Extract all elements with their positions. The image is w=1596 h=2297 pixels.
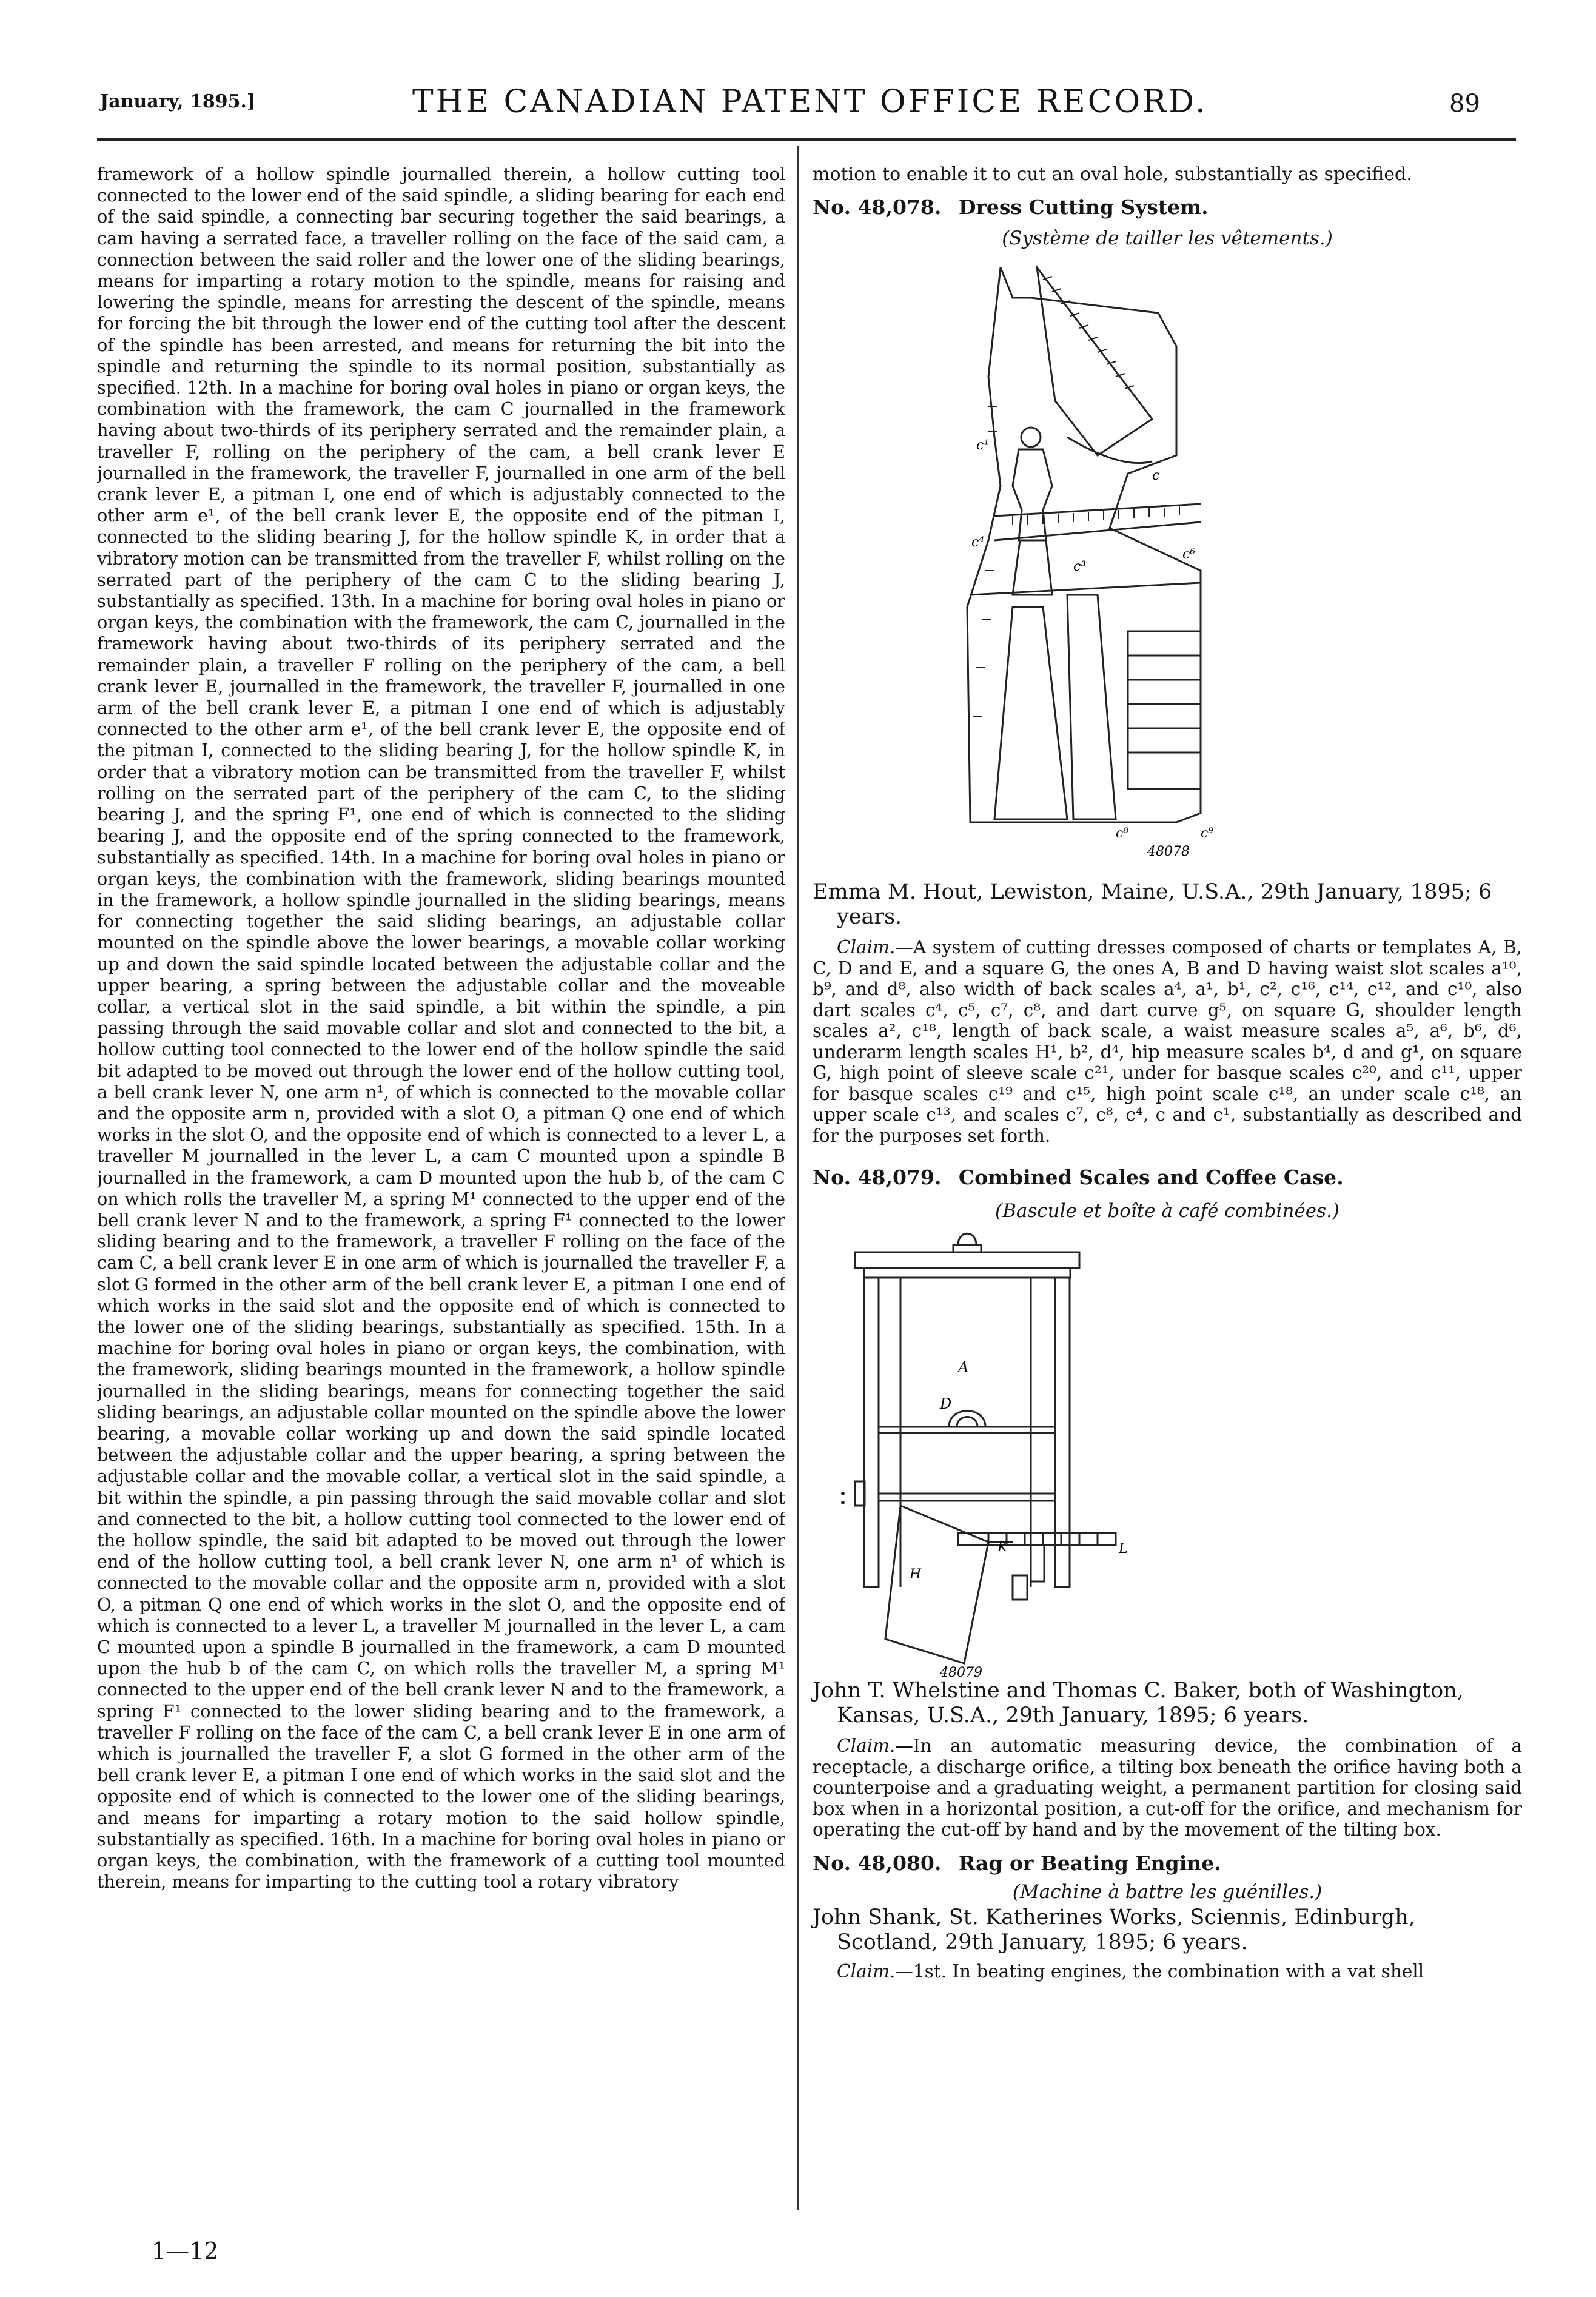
dress-pattern-drawing: [813, 255, 1522, 880]
patent-subtitle: (Système de tailler les vêtements.): [1002, 227, 1333, 249]
dress-label-c9: c⁹: [1201, 826, 1214, 841]
page-number: 89: [1449, 90, 1480, 118]
dress-label-c8: c⁸: [1116, 826, 1129, 841]
right-column: [813, 164, 1522, 1982]
claim-label: Claim.: [837, 937, 896, 957]
figure-number: 48078: [1147, 844, 1190, 859]
claim-body: —A system of cutting dresses composed of charts or templates A, B, C, D and E, and a square G, the ones A, B and D having waist slot scales a¹⁰, b⁹, and d⁸, also width of back scales a⁴, a¹, b¹, c², c¹⁶, c¹⁴, c¹², and c¹⁰, also dart scales c⁴, c⁵, c⁷, c⁸, and dart curve g⁵, on square G, shoulder length scales a², c¹⁸, length of back scale, a waist measure scales a⁵, a⁶, b⁶, d⁶, underarm length scales H¹, b², d⁴, hip measure scales b⁴, d and g¹, on square G, high point of sleeve scale c²¹, under for basque scales c²⁰, and c¹¹, upper for basque scales c¹⁹ and c¹⁵, high point scale c¹⁸, an under scale c¹⁸, an upper scale c¹³, and scales c⁷, c⁸, c⁴, c and c¹, substantially as described and for the purposes set forth.: [813, 937, 1522, 1146]
patent-entry-48078: [813, 195, 1522, 1146]
header-rule: [97, 138, 1516, 141]
dress-label-c1: c¹: [976, 438, 990, 453]
scales-label-l: L: [1119, 1541, 1128, 1557]
scales-case-drawing: [813, 1227, 1522, 1678]
dress-label-c4: c⁴: [971, 535, 985, 550]
claim-text: [813, 1735, 1522, 1840]
publication-title: THE CANADIAN PATENT OFFICE RECORD.: [412, 84, 1208, 120]
figure-number: 48079: [940, 1665, 982, 1678]
continuation-text: motion to enable it to cut an oval hole, substantially as specified.: [813, 164, 1412, 185]
claim-body: —1st. In beating engines, the combination with a vat shell: [895, 1960, 1424, 1982]
claims-continuation-text: framework of a hollow spindle journalled therein, a hollow cutting tool connected to the lower end of the said spindle, a sliding bearing for each end of the said spindle, a connecting bar securing together the said bearings, a cam having a serrated face, a traveller rolling on the face of the said cam, a connection between the said roller and the lower one of the sliding bearings, means for imparting a rotary motion to the spindle, means for raising and lowering the spindle, means for arresting the descent of the spindle, means for forcing the bit through the lower end of the cutting tool after the descent of the spindle has been arrested, and means for returning the bit into the spindle and returning the spindle to its normal position, substantially as specified. 12th. In a machine for boring oval holes in piano or organ keys, the combination with the framework, the cam C journalled in the framework having about two-thirds of its periphery serrated and the remainder plain, a traveller F, rolling on the periphery of the cam, a bell crank lever E journalled in the framework, the traveller F, journalled in one arm of the bell crank lever E, a pitman I, one end of which is adjustably connected to the other arm e¹, of the bell crank lever E, the opposite end of the pitman I, connected to the sliding bearing J, for the hollow spindle K, in order that a vibratory motion can be transmitted from the traveller F, whilst rolling on the serrated part of the periphery of the cam C to the sliding bearing J, substantially as specified. 13th. In a machine for boring oval holes in piano or organ keys, the combination with the framework, the cam C, journalled in the framework having about two-thirds of its periphery serrated and the remainder plain, a traveller F rolling on the periphery of the cam, a bell crank lever E, journalled in the framework, the traveller F, journalled in one arm of the bell crank lever E, a pitman I one end of which is adjustably connected to the other arm e¹, of the bell crank lever E, the opposite end of the pitman I, connected to the sliding bearing J, for the hollow spindle K, in order that a vibratory motion can be transmitted from the traveller F, whilst rolling on the serrated part of the periphery of the cam C, to the sliding bearing J, and the spring F¹, one end of which is connected to the sliding bearing J, and the opposite end of the spring connected to the framework, substantially as specified. 14th. In a machine for boring oval holes in piano or organ keys, the combination with the framework, sliding bearings mounted in the framework, a hollow spindle journalled in the sliding bearings, means for connecting together the said sliding bearings, an adjustable collar mounted on the spindle above the lower bearings, a movable collar working up and down the said spindle located between the adjustable collar and the upper bearing, a spring between the adjustable collar and the moveable collar, a vertical slot in the said spindle, a bit within the spindle, a pin passing through the said movable collar and slot and connected to the bit, a hollow cutting tool connected to the lower end of the hollow spindle the said bit adapted to be moved out through the lower end of the hollow cutting tool, a bell crank lever N, one arm n¹, of which is connected to the movable collar and the opposite arm n, provided with a slot O, a pitman Q one end of which works in the slot O, and the opposite end of which is connected to a lever L, a traveller M journalled in the lever L, a cam C mounted upon a spindle B journalled in the framework, a cam D mounted upon the hub b, of the cam C on which rolls the traveller M, a spring M¹ connected to the upper end of the bell crank lever N and to the framework, a spring F¹ connected to the lower sliding bearing and to the framework, a traveller F rolling on the face of the cam C, a bell crank lever E in one arm of which is journalled the traveller F, a slot G formed in the other arm of the bell crank lever E, a pitman I one end of which works in the said slot and the opposite end of which is connected to the lower one of the sliding bearings, substantially as specified. 15th. In a machine for boring oval holes in piano or organ keys, the combination, with the framework, sliding bearings mounted in the framework, a hollow spindle journalled in the sliding bearings, means for connecting together the said sliding bearings, an adjustable collar mounted on the spindle above the lower bearing, a movable collar working up and down the said spindle located between the adjustable collar and the upper bearing, a spring between the adjustable collar and the movable collar, a vertical slot in the said spindle, a bit within the spindle, a pin passing through the said movable collar and slot and connected to the bit, a hollow cutting tool connected to the lower end of the hollow spindle, the said bit adapted to be moved out through the lower end of the hollow cutting tool, a bell crank lever N, one arm n¹ of which is connected to the movable collar and the opposite arm n, provided with a slot O, a pitman Q one end of which works in the slot O, and the opposite end of which is connected to a lever L, a traveller M journalled in the lever L, a cam C mounted upon a spindle B journalled in the framework, a cam D mounted upon the hub b of the cam C, on which rolls the traveller M, a spring M¹ connected to the upper end of the bell crank lever N and to the framework, a spring F¹ connected to the lower sliding bearing and to the framework, a traveller F rolling on the face of the cam C, a bell crank lever E in one arm of which is journalled the traveller F, a slot G formed in the other arm of the bell crank lever E, a pitman I one end of which works in the said slot and the opposite end of which is connected to the lower one of the sliding bearings, and means for imparting a rotary motion to the said hollow spindle, substantially as specified. 16th. In a machine for boring oval holes in piano or organ keys, the combination, with the framework of a cutting tool mounted therein, means for imparting to the cutting tool a rotary vibratory: [97, 164, 785, 1893]
patent-heading: [813, 1851, 1522, 1875]
scales-label-d: D: [940, 1395, 952, 1412]
patent-subtitle: (Machine à battre les guénilles.): [1012, 1880, 1323, 1903]
left-column: [97, 164, 785, 2201]
signature-mark: 1—12: [152, 2238, 219, 2264]
dress-label-c: c: [1152, 468, 1160, 483]
inventor-line: Emma M. Hout, Lewiston, Maine, U.S.A., 29th January, 1895; 6 years.: [813, 880, 1492, 929]
patent-number: No. 48,079.: [813, 1165, 942, 1189]
dress-label-c6: c⁶: [1182, 547, 1196, 562]
patent-title: Combined Scales and Coffee Case.: [958, 1165, 1344, 1189]
patent-entry-48079: [813, 1165, 1522, 1840]
patent-title: Rag or Beating Engine.: [958, 1851, 1221, 1875]
dress-label-c3: c³: [1073, 559, 1087, 574]
issue-date: January, 1895.]: [100, 91, 256, 112]
claim-text: [813, 937, 1522, 1146]
patent-subtitle: (Bascule et boîte à café combinées.): [995, 1200, 1340, 1222]
inventor-line: John Shank, St. Katherines Works, Sciennis, Edinburgh, Scotland, 29th January, 1895; 6 years.: [813, 1905, 1415, 1954]
claim-label: Claim.: [837, 1960, 896, 1982]
scales-label-h: H: [910, 1567, 922, 1582]
column-divider: [797, 146, 799, 2210]
patent-heading: [813, 1165, 1522, 1189]
claim-label: Claim.: [837, 1735, 896, 1756]
patent-entry-48080: [813, 1851, 1522, 1982]
claim-text: [813, 1961, 1522, 1982]
patent-heading: [813, 195, 1522, 219]
patent-number: No. 48,078.: [813, 195, 942, 219]
dress-cutting-figure: [813, 255, 1522, 880]
inventor-line: John T. Whelstine and Thomas C. Baker, both of Washington, Kansas, U.S.A., 29th January, 1895; 6 years.: [813, 1678, 1464, 1728]
scales-coffee-case-figure: [813, 1227, 1522, 1678]
patent-number: No. 48,080.: [813, 1851, 942, 1875]
scales-label-a: A: [958, 1359, 969, 1376]
patent-title: Dress Cutting System.: [958, 195, 1209, 219]
scales-label-k: K: [998, 1540, 1008, 1555]
claim-body: —In an automatic measuring device, the combination of a receptacle, a discharge orifice, a tilting box beneath the orifice having both a counterpoise and a graduating weight, a permanent partition for closing said box when in a horizontal position, a cut-off for the orifice, and mechanism for operating the cut-off by hand and by the movement of the tilting box.: [813, 1735, 1522, 1840]
